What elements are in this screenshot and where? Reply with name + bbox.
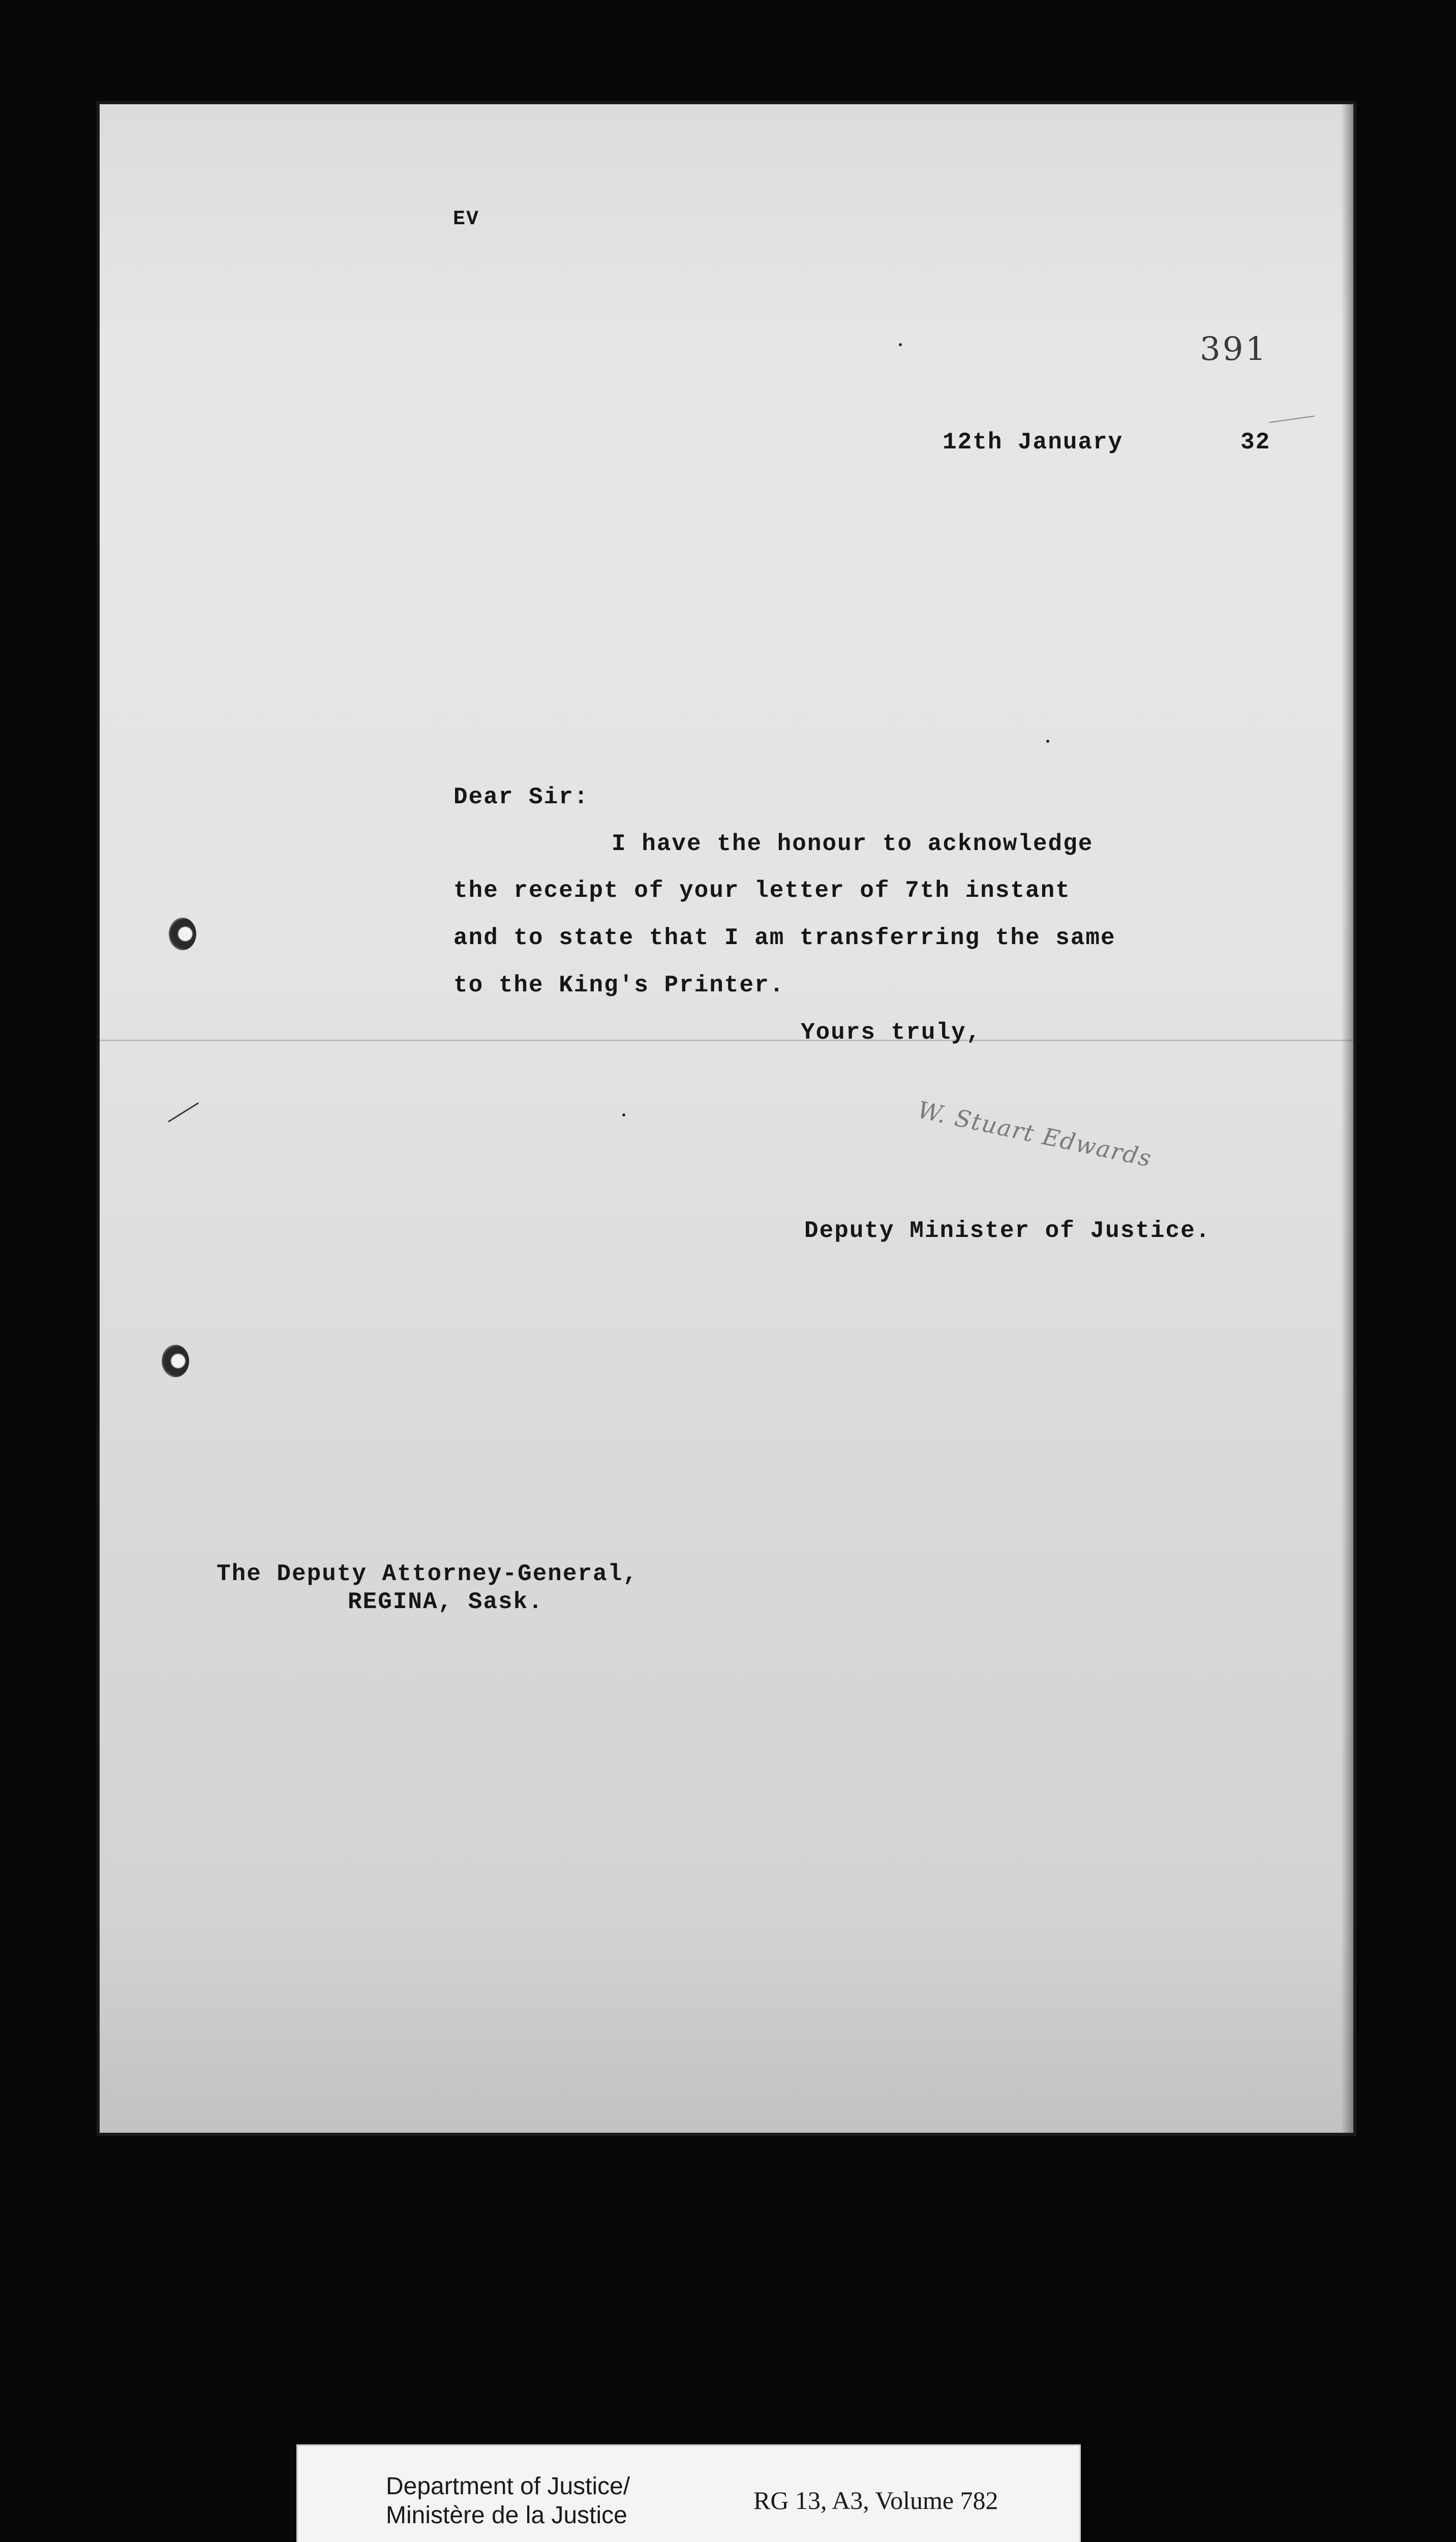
pencil-mark [168,1102,199,1123]
department-fr: Ministère de la Justice [386,2501,627,2529]
letter-sheet [100,104,1353,2133]
letter-date: 12th January [943,429,1124,456]
typist-initials: EV [453,208,480,231]
punch-hole-upper [169,918,196,950]
recipient-line-1: The Deputy Attorney-General, [217,1561,638,1587]
signatory-title: Deputy Minister of Justice. [804,1218,1211,1244]
closing: Yours truly, [801,1019,982,1046]
archive-reference-label [296,2444,1081,2542]
paper-speck [1046,740,1049,743]
fold-line [100,1040,1353,1041]
signature-stamp: W. Stuart Edwards [915,1096,1155,1173]
body-line-3: and to state that I am transferring the same [453,925,1116,951]
body-line-1: I have the honour to acknowledge [612,831,1094,857]
folio-number: 391 [1200,330,1268,368]
punch-hole-lower [162,1345,189,1377]
record-group-reference: RG 13, A3, Volume 782 [753,2486,998,2515]
department-names [386,2472,630,2530]
body-line-2: the receipt of your letter of 7th instant [453,877,1071,904]
salutation: Dear Sir: [453,784,589,810]
paper-speck [899,343,902,346]
paper-speck [622,1113,625,1116]
pencil-mark [1269,415,1314,423]
department-en: Department of Justice/ [386,2473,630,2500]
sheet-edge-shadow [1341,104,1353,2133]
body-line-4: to the King's Printer. [453,972,785,998]
letter-year: 32 [1240,429,1271,456]
recipient-line-2: REGINA, Sask. [348,1589,543,1615]
